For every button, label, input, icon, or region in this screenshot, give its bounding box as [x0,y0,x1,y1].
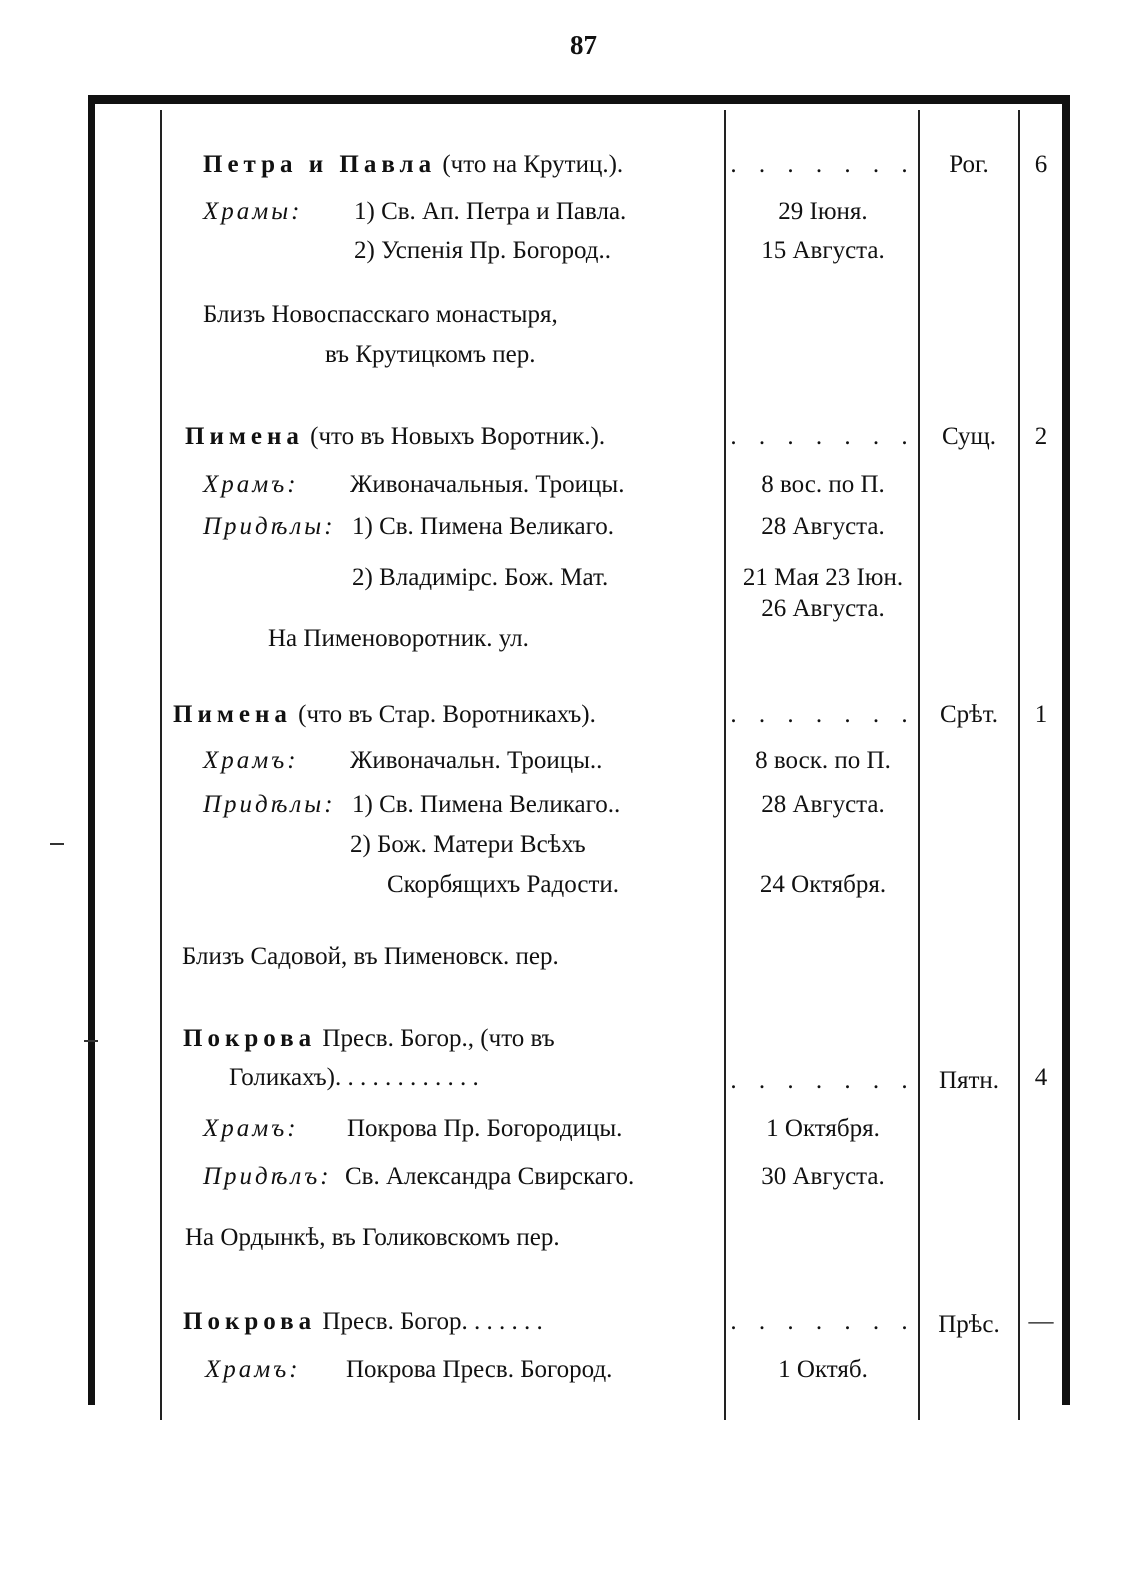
line-text: 2) Бож. Матери Всѣхъ [350,831,586,858]
line-date: 1 Октября. [766,1115,880,1142]
line-text: 2) Владимірс. Бож. Мат. [352,564,609,591]
line-label: Храмъ: [203,747,299,774]
line-text: Живоначальн. Троицы.. [350,747,603,774]
date-leader-dots: . . . . . . . [730,701,916,728]
church-name: Петра и Павла [203,151,437,178]
district-cell: Рог. [949,151,989,178]
line-date: 24 Октября. [759,871,887,898]
line-date: 21 Мая 23 Іюн. [742,564,904,591]
church-note-continuation: Голикахъ). . . . . . . . . . . . [229,1064,479,1091]
line-text: Скорбящихъ Радости. [387,871,619,898]
table-left-rule [88,95,95,1405]
church-note: (что въ Стар. Воротникахъ). [298,701,596,728]
line-text: 2) Успенія Пр. Богород.. [354,237,611,264]
line-date: 8 вос. по П. [761,471,885,498]
line-label: Храмы: [203,198,303,225]
number-cell: 2 [1034,423,1048,450]
column-divider [1018,110,1020,1420]
line-text: 1) Св. Пимена Великаго.. [352,791,621,818]
date-leader-dots: . . . . . . . [730,1308,916,1335]
location-line: На Ордынкѣ, въ Голиковскомъ пер. [185,1224,560,1251]
church-note: Пресв. Богор., (что въ [322,1025,555,1052]
date-leader-dots: . . . . . . . [730,151,916,178]
line-text: Покрова Пр. Богородицы. [347,1115,623,1142]
district-cell: Срѣт. [939,701,999,728]
column-divider [724,110,726,1420]
line-text: Покрова Пресв. Богород. [346,1356,613,1383]
church-entry-1 [203,150,623,180]
date-leader-dots: . . . . . . . [730,1067,916,1094]
church-name: Покрова [183,1308,317,1335]
line-label: Придѣлы: [203,513,336,540]
line-date: 8 воск. по П. [755,747,891,774]
line-text: 1) Св. Пимена Великаго. [352,513,614,540]
line-date: 28 Августа. [761,791,885,818]
church-note: (что на Крутиц.). [442,151,624,178]
location-line: въ Крутицкомъ пер. [325,341,536,368]
location-line: На Пименоворотник. ул. [268,625,529,652]
number-cell: 4 [1034,1064,1048,1091]
number-cell: 6 [1034,151,1048,178]
church-note: Пресв. Богор. . . . . . . [322,1308,543,1335]
line-text: 1) Св. Ап. Петра и Павла. [354,198,627,225]
page-number: 87 [570,30,597,60]
church-entry-4 [183,1024,555,1054]
church-entry-2 [185,422,605,452]
line-label: Придѣлъ: [203,1163,332,1190]
church-note: (что въ Новыхъ Воротник.). [310,423,606,450]
district-cell: Прѣс. [938,1311,1000,1338]
table-top-rule [93,95,1069,104]
church-entry-5 [183,1307,543,1337]
district-cell: Сущ. [941,423,997,450]
church-name: Покрова [183,1025,317,1052]
line-date: 29 Іюня. [778,198,868,225]
location-line: Близъ Новоспасскаго монастыря, [203,301,558,328]
line-date: 1 Октяб. [778,1356,868,1383]
line-date: 30 Августа. [761,1163,885,1190]
line-label: Храмъ: [203,471,299,498]
date-leader-dots: . . . . . . . [730,423,916,450]
line-label: Придѣлы: [203,791,336,818]
column-divider [160,110,162,1420]
line-text: Св. Александра Свирскаго. [345,1163,635,1190]
margin-mark [84,1040,98,1042]
number-cell: — [1028,1308,1054,1335]
line-date: 26 Августа. [761,595,885,622]
line-label: Храмъ: [205,1356,301,1383]
district-cell: Пятн. [938,1067,1000,1094]
number-cell: 1 [1034,701,1048,728]
line-label: Храмъ: [203,1115,299,1142]
table-right-rule [1062,95,1070,1405]
church-name: Пимена [185,423,304,450]
line-date: 28 Августа. [761,513,885,540]
church-name: Пимена [173,701,292,728]
church-entry-3 [173,700,596,730]
line-date: 15 Августа. [761,237,885,264]
margin-mark [50,843,64,845]
line-text: Живоначальныя. Троицы. [350,471,625,498]
location-line: Близъ Садовой, въ Пименовск. пер. [182,943,559,970]
